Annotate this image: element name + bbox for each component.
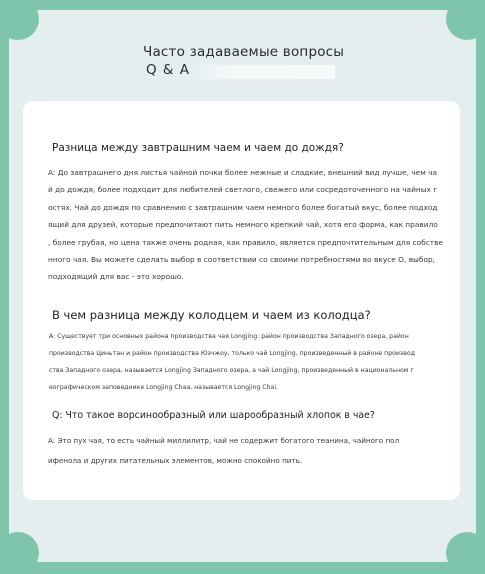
faq-answer-line: й до дождя, более подходит для любителей светлого, свежего или сосредоточенного на чайных г	[48, 185, 438, 195]
faq-answer-line: , более грубая, но цена также очень родная, как правило, является предпочтительным для собстве	[48, 237, 443, 247]
faq-answer-line: производства Циньтан и район производства Юэчжоу, только чай Longjing, произведенный в районе производ	[49, 350, 415, 357]
faq-answer-line: ящий для друзей, которые предпочитают пить немного крепкий чай, хотя его форма, как правило	[48, 220, 438, 230]
faq-answer-line: остях. Чай до дождя по сравнению с завтрашним чаем немного более богатый вкус, более подход	[48, 202, 438, 212]
faq-question: В чем разница между колодцем и чаем из колодца?	[52, 308, 371, 322]
faq-answer-line: A: До завтрашнего дня листья чайной почки более нежные и сладкие, внешний вид лучше, чем ча	[48, 168, 438, 177]
faq-answer-line: ифенола и других питательных элементов, можно спокойно пить.	[48, 456, 303, 465]
frame-corner-notch	[0, 0, 39, 40]
faq-question: Q: Что такое ворсинообразный или шарообразный хлопок в чае?	[52, 410, 375, 421]
faq-answer-line: ства Западного озера, называется Longjing Западного озера, а чай Longjing, произведенный в национальном г	[49, 367, 414, 374]
faq-question: Разница между завтрашним чаем и чаем до дождя?	[52, 142, 344, 154]
page-title: Часто задаваемые вопросы	[143, 44, 345, 60]
header-highlight	[190, 65, 335, 79]
faq-answer-line: нного чая. Вы можете сделать выбор в соответствии со своими потребностями во вкусе О, выбор,	[48, 255, 436, 265]
faq-answer-line: подходящий для вас - это хорошо.	[48, 272, 184, 282]
frame-corner-notch	[446, 532, 485, 574]
frame-corner-notch	[446, 0, 485, 40]
faq-answer	[48, 164, 458, 286]
faq-answer-line: A: Существует три основных района производства чая Longjing: район производства Западного озера, район	[49, 333, 409, 340]
faq-answer	[49, 328, 459, 396]
faq-answer-line: A: Это пух чая, то есть чайный миллилитр, чай не содержит богатого теанина, чайного пол	[48, 436, 400, 445]
faq-answer	[48, 431, 458, 471]
faq-answer-line: еографическом заповеднике Longjing Chaa, называется Longjing Chai.	[49, 384, 279, 391]
faq-card	[23, 101, 460, 500]
frame-corner-notch	[0, 532, 39, 574]
page-subtitle: Q & A	[146, 62, 190, 78]
